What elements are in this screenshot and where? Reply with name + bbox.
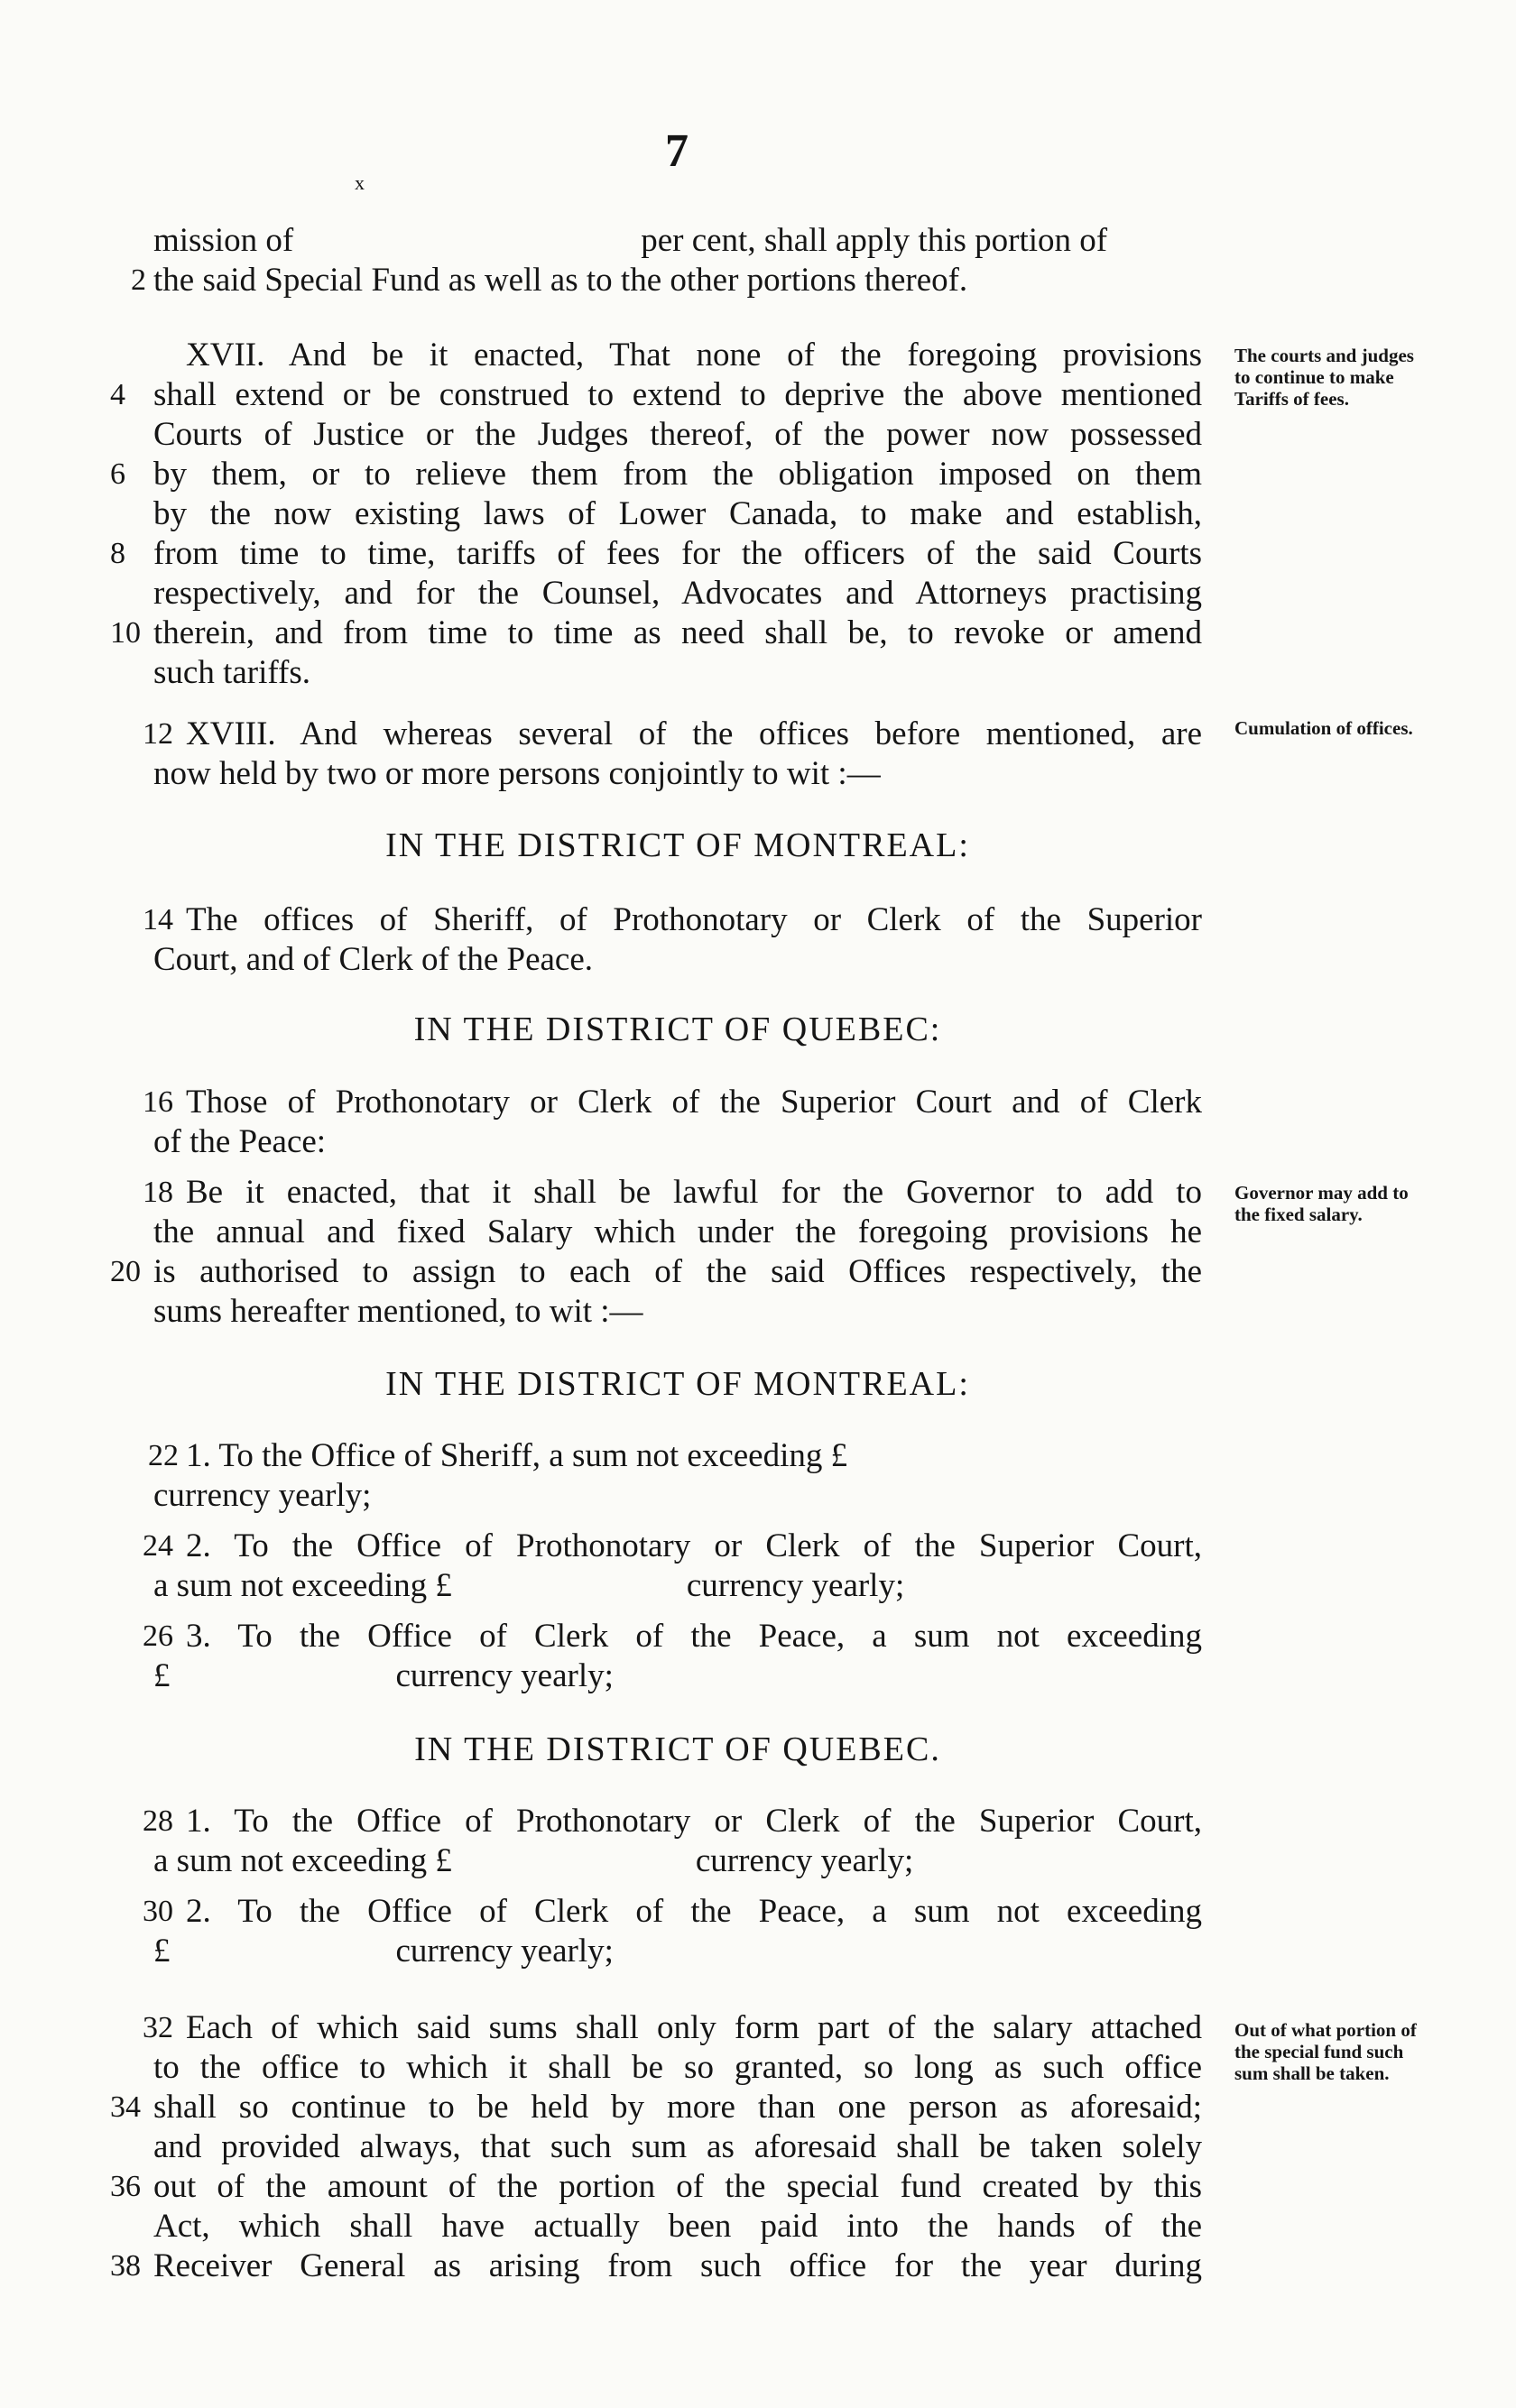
line-number: 20 bbox=[110, 1255, 141, 1288]
text-line: Courts of Justice or the Judges thereof, of the power now possessed bbox=[153, 416, 1202, 453]
text-line: 30 2. To the Office of Clerk of the Peace, a sum not exceeding bbox=[143, 1893, 1202, 1930]
line-number: 26 bbox=[143, 1619, 173, 1653]
margin-note-cumulation: Cumulation of offices. bbox=[1234, 717, 1413, 739]
line-number: 8 bbox=[110, 537, 125, 570]
line-number: 30 bbox=[143, 1895, 173, 1928]
text-line: 20 is authorised to assign to each of the said Offices respectively, the bbox=[110, 1253, 1202, 1290]
intro-block bbox=[131, 221, 1202, 300]
text-line: 10 therein, and from time to time as need shall be, to revoke or amend bbox=[110, 614, 1202, 651]
enactment-block bbox=[110, 1173, 1202, 1332]
text-line: £ currency yearly; bbox=[153, 1933, 614, 1970]
text-line: £ currency yearly; bbox=[153, 1657, 614, 1694]
text-line: XVII. And be it enacted, That none of the foregoing provisions bbox=[186, 337, 1202, 374]
line-text-continued: per cent, shall apply this portion of bbox=[641, 222, 1108, 259]
print-speck: x bbox=[355, 171, 365, 194]
text-line: Court, and of Clerk of the Peace. bbox=[153, 941, 594, 978]
text-line: 24 2. To the Office of Prothonotary or Clerk of the Superior Court, bbox=[143, 1527, 1202, 1564]
line-number: 36 bbox=[110, 2170, 141, 2203]
final-paragraph bbox=[110, 2008, 1202, 2286]
line-text: mission of bbox=[153, 222, 294, 259]
text-line: 22 1. To the Office of Sheriff, a sum not exceeding £ bbox=[153, 1436, 1202, 1476]
text-line: such tariffs. bbox=[153, 654, 310, 691]
text-line: 34 shall so continue to be held by more than one person as aforesaid; bbox=[110, 2089, 1202, 2126]
text-line: 16 Those of Prothonotary or Clerk of the Superior Court and of Clerk bbox=[143, 1084, 1202, 1121]
text-line: 8 from time to time, tariffs of fees for the officers of the said Courts bbox=[110, 535, 1202, 572]
line-number: 16 bbox=[143, 1085, 173, 1119]
text-line: currency yearly; bbox=[153, 1477, 372, 1514]
page-number: 7 bbox=[665, 125, 689, 177]
heading-district-montreal: IN THE DISTRICT OF MONTREAL: bbox=[385, 826, 970, 864]
line-number: 6 bbox=[110, 457, 125, 491]
montreal-salaries bbox=[143, 1436, 1202, 1696]
text-line: 36 out of the amount of the portion of the special fund created by this bbox=[110, 2168, 1202, 2205]
text-line: a sum not exceeding £ currency yearly; bbox=[153, 1567, 905, 1604]
section-xvii bbox=[110, 336, 1202, 693]
text-line: 14 The offices of Sheriff, of Prothonotary or Clerk of the Superior bbox=[143, 901, 1202, 938]
text-line: and provided always, that such sum as aforesaid shall be taken solely bbox=[153, 2128, 1202, 2165]
line-number: 18 bbox=[143, 1176, 173, 1209]
line-text: the said Special Fund as well as to the other portions thereof. bbox=[153, 262, 968, 299]
text-line bbox=[153, 221, 1202, 261]
text-line: 18 Be it enacted, that it shall be lawful for the Governor to add to bbox=[143, 1174, 1202, 1211]
text-line: respectively, and for the Counsel, Advocates and Attorneys practising bbox=[153, 575, 1202, 612]
text-line: by the now existing laws of Lower Canada, to make and establish, bbox=[153, 495, 1202, 532]
text-line: 28 1. To the Office of Prothonotary or Clerk of the Superior Court, bbox=[143, 1803, 1202, 1840]
line-number: 4 bbox=[110, 378, 125, 411]
line-number: 22 bbox=[148, 1439, 179, 1472]
text-line: 26 3. To the Office of Clerk of the Peace, a sum not exceeding bbox=[143, 1618, 1202, 1655]
text-line: the annual and fixed Salary which under the foregoing provisions he bbox=[153, 1213, 1202, 1250]
margin-note-out-of-what: Out of what portion of the special fund such sum shall be taken. bbox=[1234, 2019, 1417, 2084]
margin-note-courts: The courts and judges to continue to make Tariffs of fees. bbox=[1234, 345, 1414, 410]
text-line: to the office to which it shall be so granted, so long as such office bbox=[153, 2049, 1202, 2086]
text-line: sums hereafter mentioned, to wit :— bbox=[153, 1293, 643, 1330]
text-line: of the Peace: bbox=[153, 1123, 327, 1160]
text-line: 12 XVIII. And whereas several of the offices before mentioned, are bbox=[143, 715, 1202, 752]
montreal-offices bbox=[143, 900, 1202, 980]
text-line: Act, which shall have actually been paid into the hands of the bbox=[153, 2208, 1202, 2245]
text-line: 32 Each of which said sums shall only form part of the salary attached bbox=[143, 2009, 1202, 2046]
text-line: 6 by them, or to relieve them from the obligation imposed on them bbox=[110, 456, 1202, 493]
quebec-offices bbox=[143, 1083, 1202, 1162]
text-line: a sum not exceeding £ currency yearly; bbox=[153, 1842, 914, 1879]
line-number: 10 bbox=[110, 616, 141, 650]
line-number: 12 bbox=[143, 717, 173, 751]
line-number: 14 bbox=[143, 903, 173, 936]
line-number: 2 bbox=[131, 263, 146, 297]
text-line: 4 shall extend or be construed to extend to deprive the above mentioned bbox=[110, 376, 1202, 413]
quebec-salaries bbox=[143, 1802, 1202, 1971]
section-xviii bbox=[143, 715, 1202, 794]
line-number: 32 bbox=[143, 2011, 173, 2044]
text-line: 38 Receiver General as arising from such office for the year during bbox=[110, 2247, 1202, 2284]
text-line: now held by two or more persons conjointly to wit :— bbox=[153, 755, 881, 792]
line-number: 34 bbox=[110, 2090, 141, 2124]
margin-note-governor: Governor may add to the fixed salary. bbox=[1234, 1182, 1409, 1225]
heading-district-quebec: IN THE DISTRICT OF QUEBEC: bbox=[413, 1010, 942, 1048]
line-number: 24 bbox=[143, 1529, 173, 1563]
heading-district-montreal-2: IN THE DISTRICT OF MONTREAL: bbox=[385, 1365, 970, 1403]
line-number: 38 bbox=[110, 2249, 141, 2283]
line-number: 28 bbox=[143, 1804, 173, 1838]
heading-district-quebec-2: IN THE DISTRICT OF QUEBEC. bbox=[414, 1730, 941, 1768]
text-line bbox=[131, 261, 1202, 300]
